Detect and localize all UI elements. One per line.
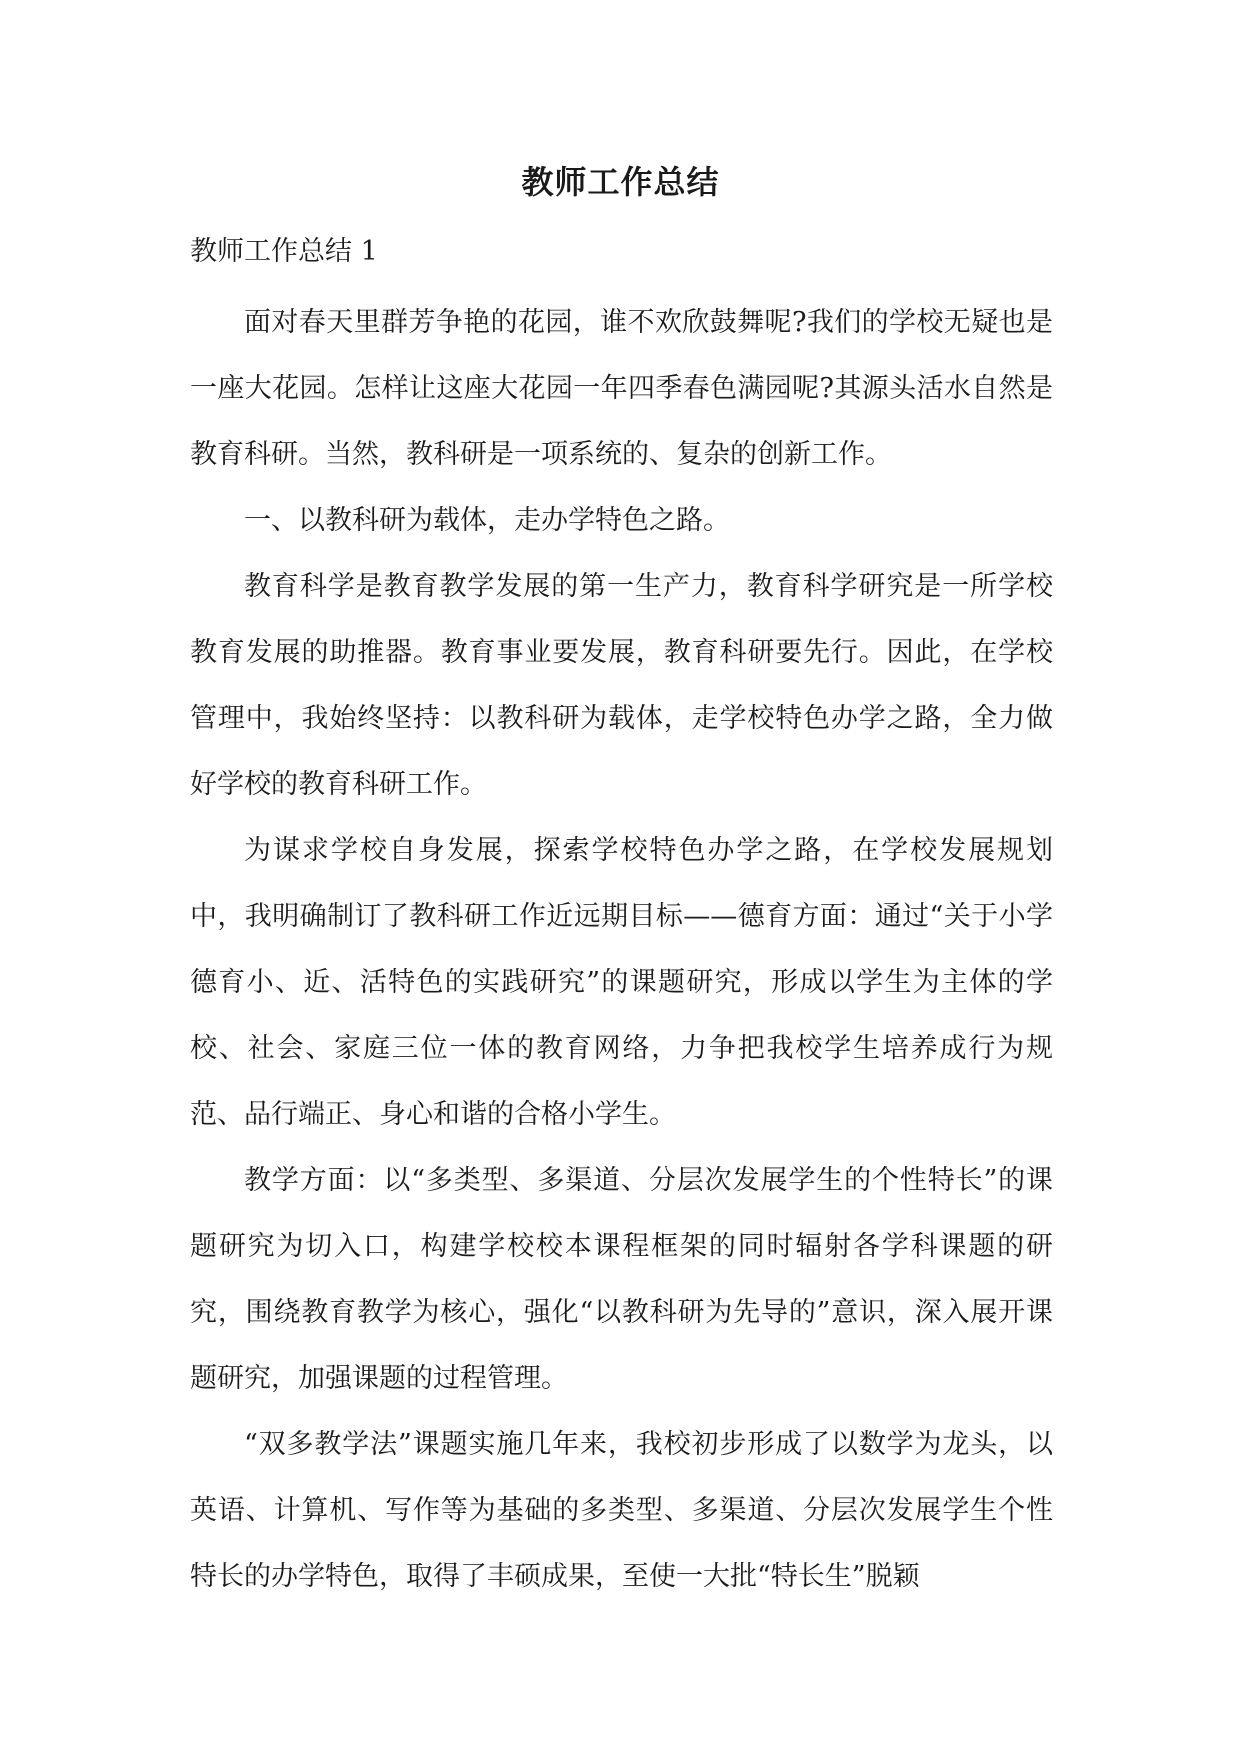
paragraph-double-method: “双多教学法”课题实施几年来，我校初步形成了以数学为龙头，以英语、计算机、写作等为基础的多类型、多渠道、分层次发展学生个性特长的办学特色，取得了丰硕成果，至使一大批“特长生”脱颖 [190, 1429, 1053, 1592]
document-title: 教师工作总结 [521, 163, 720, 201]
document-body [190, 290, 1053, 1610]
paragraph-intro: 面对春天里群芳争艳的花园，谁不欢欣鼓舞呢?我们的学校无疑也是一座大花园。怎样让这座大花园一年四季春色满园呢?其源头活水自然是教育科研。当然，教科研是一项系统的、复杂的创新工作。 [190, 307, 1053, 470]
paragraph-teaching: 教学方面：以“多类型、多渠道、分层次发展学生的个性特长”的课题研究为切入口，构建学校校本课程框架的同时辐射各学科课题的研究，围绕教育教学为核心，强化“以教科研为先导的”意识，深入展开课题研究，加强课题的过程管理。 [190, 1165, 1053, 1394]
paragraph-moral-education: 为谋求学校自身发展，探索学校特色办学之路，在学校发展规划中，我明确制订了教科研工作近远期目标——德育方面：通过“关于小学德育小、近、活特色的实践研究”的课题研究，形成以学生为主体的学校、社会、家庭三位一体的教育网络，力争把我校学生培养成行为规范、品行端正、身心和谐的合格小学生。 [190, 835, 1053, 1130]
paragraph-section-heading: 一、以教科研为载体，走办学特色之路。 [244, 505, 730, 536]
document-subtitle: 教师工作总结 1 [190, 236, 378, 267]
paragraph-education-science: 教育科学是教育教学发展的第一生产力，教育科学研究是一所学校教育发展的助推器。教育事业要发展，教育科研要先行。因此，在学校管理中，我始终坚持：以教科研为载体，走学校特色办学之路，全力做好学校的教育科研工作。 [190, 571, 1053, 800]
